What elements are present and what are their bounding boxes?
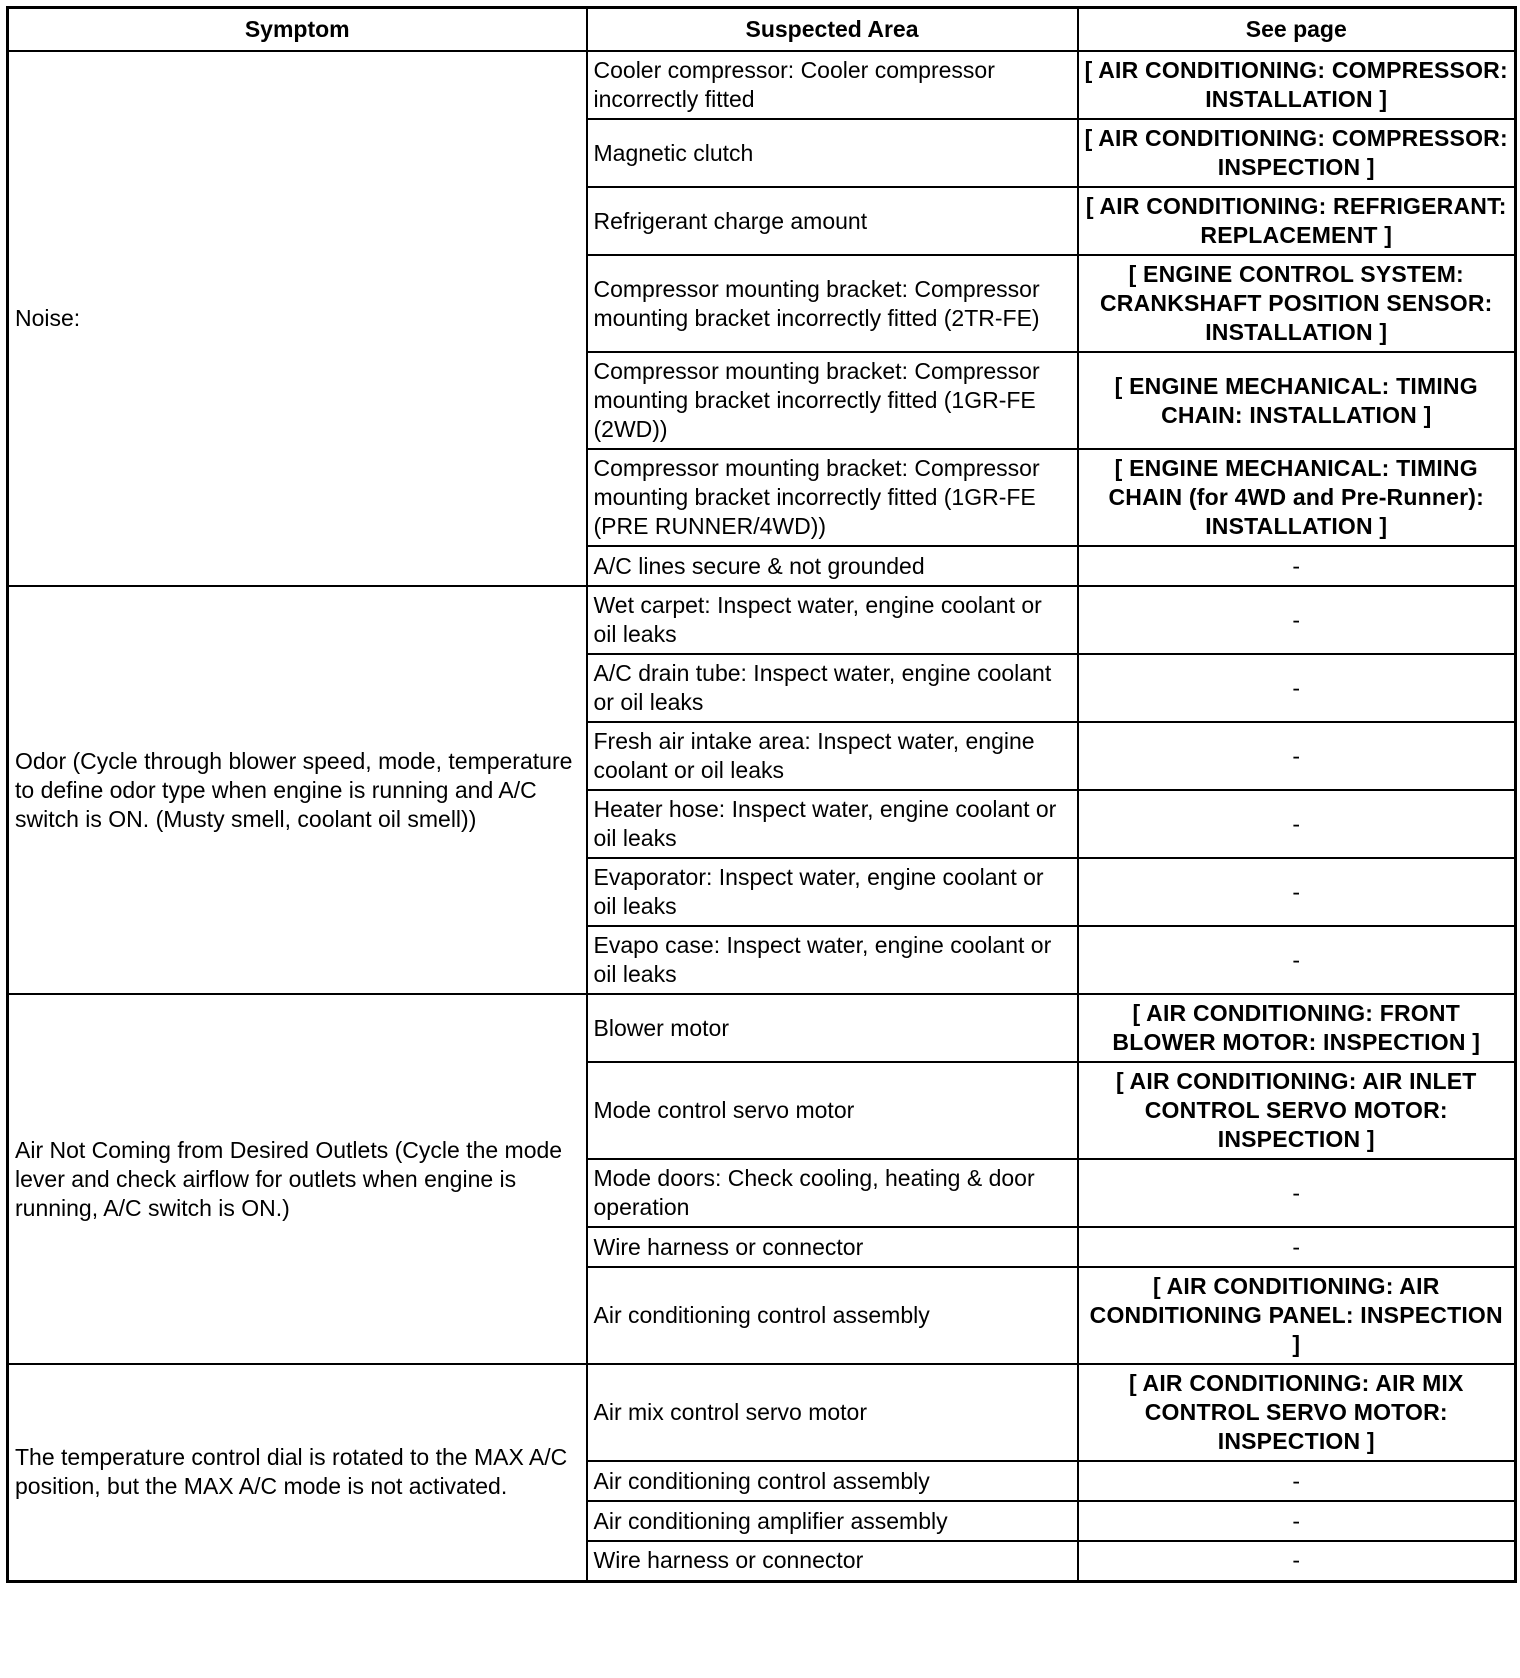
suspected-area-cell: A/C lines secure & not grounded	[587, 546, 1078, 586]
symptom-cell: The temperature control dial is rotated to the MAX A/C position, but the MAX A/C mode is not activated.	[8, 1364, 587, 1581]
table-row	[8, 51, 1516, 119]
suspected-area-cell: Wet carpet: Inspect water, engine coolant or oil leaks	[587, 586, 1078, 654]
see-page-cell: -	[1078, 1461, 1516, 1501]
suspected-area-cell: Mode control servo motor	[587, 1062, 1078, 1159]
see-page-cell: -	[1078, 546, 1516, 586]
see-page-cell: [ AIR CONDITIONING: AIR INLET CONTROL SERVO MOTOR: INSPECTION ]	[1078, 1062, 1516, 1159]
header-row	[8, 8, 1516, 52]
symptom-cell: Odor (Cycle through blower speed, mode, temperature to define odor type when engine is running and A/C switch is ON. (Musty smell, coolant oil smell))	[8, 586, 587, 994]
suspected-area-cell: Evaporator: Inspect water, engine coolant or oil leaks	[587, 858, 1078, 926]
see-page-cell: [ AIR CONDITIONING: COMPRESSOR: INSTALLATION ]	[1078, 51, 1516, 119]
table-row	[8, 994, 1516, 1062]
suspected-area-cell: Cooler compressor: Cooler compressor incorrectly fitted	[587, 51, 1078, 119]
suspected-area-cell: A/C drain tube: Inspect water, engine coolant or oil leaks	[587, 654, 1078, 722]
suspected-area-cell: Compressor mounting bracket: Compressor mounting bracket incorrectly fitted (1GR-FE (PRE RUNNER/4WD))	[587, 449, 1078, 546]
see-page-cell: [ ENGINE MECHANICAL: TIMING CHAIN (for 4WD and Pre-Runner): INSTALLATION ]	[1078, 449, 1516, 546]
see-page-cell: -	[1078, 722, 1516, 790]
see-page-cell: -	[1078, 790, 1516, 858]
table-row	[8, 1364, 1516, 1461]
suspected-area-cell: Air mix control servo motor	[587, 1364, 1078, 1461]
see-page-cell: [ AIR CONDITIONING: REFRIGERANT: REPLACEMENT ]	[1078, 187, 1516, 255]
suspected-area-cell: Blower motor	[587, 994, 1078, 1062]
suspected-area-cell: Evapo case: Inspect water, engine coolant or oil leaks	[587, 926, 1078, 994]
see-page-header: See page	[1078, 8, 1516, 52]
see-page-cell: -	[1078, 654, 1516, 722]
table-row	[8, 586, 1516, 654]
suspected-area-cell: Refrigerant charge amount	[587, 187, 1078, 255]
see-page-cell: [ AIR CONDITIONING: FRONT BLOWER MOTOR: INSPECTION ]	[1078, 994, 1516, 1062]
see-page-cell: [ AIR CONDITIONING: AIR CONDITIONING PANEL: INSPECTION ]	[1078, 1267, 1516, 1364]
suspected-area-cell: Compressor mounting bracket: Compressor mounting bracket incorrectly fitted (2TR-FE)	[587, 255, 1078, 352]
symptom-header: Symptom	[8, 8, 587, 52]
suspected-area-header: Suspected Area	[587, 8, 1078, 52]
symptom-cell: Noise:	[8, 51, 587, 586]
suspected-area-cell: Mode doors: Check cooling, heating & door operation	[587, 1159, 1078, 1227]
see-page-cell: -	[1078, 1159, 1516, 1227]
see-page-cell: [ AIR CONDITIONING: AIR MIX CONTROL SERVO MOTOR: INSPECTION ]	[1078, 1364, 1516, 1461]
troubleshooting-table	[6, 6, 1517, 1583]
see-page-cell: -	[1078, 858, 1516, 926]
suspected-area-cell: Wire harness or connector	[587, 1227, 1078, 1267]
suspected-area-cell: Fresh air intake area: Inspect water, engine coolant or oil leaks	[587, 722, 1078, 790]
see-page-cell: -	[1078, 1227, 1516, 1267]
suspected-area-cell: Heater hose: Inspect water, engine coolant or oil leaks	[587, 790, 1078, 858]
see-page-cell: -	[1078, 586, 1516, 654]
see-page-cell: [ ENGINE MECHANICAL: TIMING CHAIN: INSTALLATION ]	[1078, 352, 1516, 449]
see-page-cell: -	[1078, 926, 1516, 994]
suspected-area-cell: Wire harness or connector	[587, 1541, 1078, 1581]
see-page-cell: -	[1078, 1541, 1516, 1581]
suspected-area-cell: Air conditioning control assembly	[587, 1267, 1078, 1364]
suspected-area-cell: Air conditioning control assembly	[587, 1461, 1078, 1501]
suspected-area-cell: Magnetic clutch	[587, 119, 1078, 187]
symptom-cell: Air Not Coming from Desired Outlets (Cycle the mode lever and check airflow for outlets when engine is running, A/C switch is ON.)	[8, 994, 587, 1364]
see-page-cell: [ AIR CONDITIONING: COMPRESSOR: INSPECTION ]	[1078, 119, 1516, 187]
suspected-area-cell: Compressor mounting bracket: Compressor mounting bracket incorrectly fitted (1GR-FE (2WD))	[587, 352, 1078, 449]
see-page-cell: [ ENGINE CONTROL SYSTEM: CRANKSHAFT POSITION SENSOR: INSTALLATION ]	[1078, 255, 1516, 352]
see-page-cell: -	[1078, 1501, 1516, 1541]
suspected-area-cell: Air conditioning amplifier assembly	[587, 1501, 1078, 1541]
